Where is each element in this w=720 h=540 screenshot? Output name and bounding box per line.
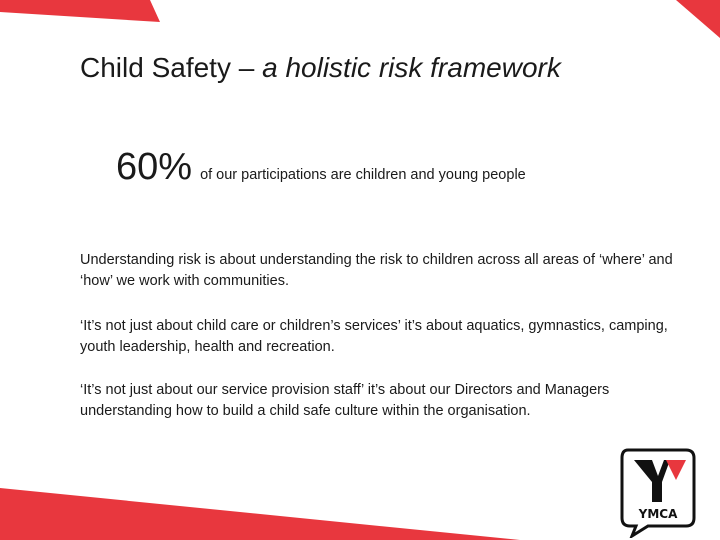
- ymca-logo-icon: [618, 446, 698, 538]
- logo-wordmark: YMCA: [638, 507, 678, 521]
- stat-caption: of our participations are children and young people: [200, 167, 526, 183]
- logo-red-triangle: [666, 460, 686, 480]
- title-emphasis: a holistic risk framework: [262, 52, 561, 83]
- stat-value: 60%: [116, 146, 193, 188]
- top-right-accent-shape: [676, 0, 720, 38]
- title-main: Child Safety –: [80, 52, 263, 83]
- top-left-accent-shape: [0, 0, 160, 22]
- body-paragraph-2: ‘It’s not just about child care or children’s services’ it’s about aquatics, gymnastics, camping, youth leadership, health and recreation.: [80, 318, 668, 355]
- slide-title: [80, 52, 561, 84]
- body-paragraph-1: Understanding risk is about understanding the risk to children across all areas of ‘where’ and ‘how’ we work with communities.: [80, 252, 673, 289]
- body-paragraph-3: ‘It’s not just about our service provision staff’ it’s about our Directors and Managers understanding how to build a child safe culture within the organisation.: [80, 382, 610, 419]
- statistic-callout: [116, 146, 526, 189]
- bottom-accent-shape: [0, 488, 520, 540]
- logo-y-shape: [634, 460, 670, 502]
